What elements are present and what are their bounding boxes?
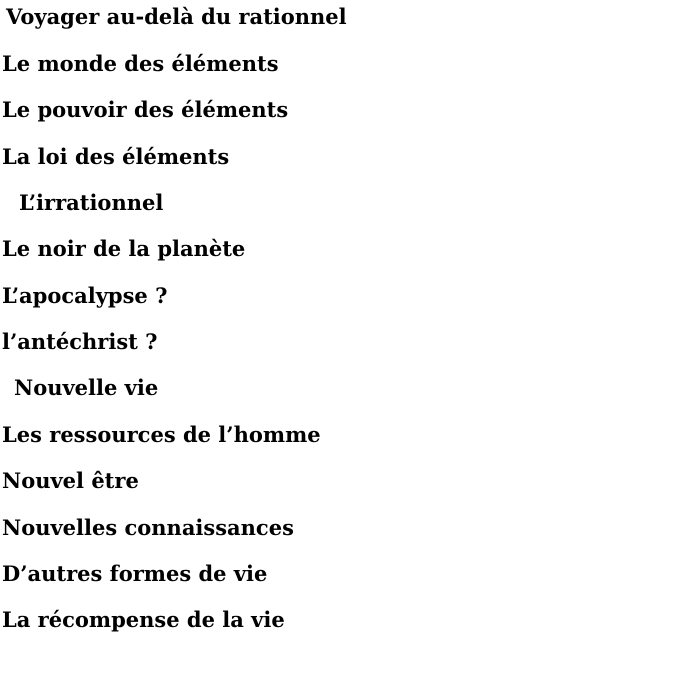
heading-irrationnel: L’irrationnel — [19, 190, 164, 215]
text-line: Les ressources de l’homme — [2, 422, 321, 447]
text-line: D’autres formes de vie — [2, 561, 268, 586]
text-line: L’apocalypse ? — [2, 283, 168, 308]
text-line: La loi des éléments — [2, 144, 230, 169]
heading-voyager: Voyager au-delà du rationnel — [6, 4, 347, 29]
text-line: Le noir de la planète — [2, 236, 246, 261]
text-line: Nouvel être — [2, 468, 139, 493]
heading-nouvelle-vie: Nouvelle vie — [14, 375, 159, 400]
text-line: Nouvelles connaissances — [2, 515, 294, 540]
text-line: Le pouvoir des éléments — [2, 97, 289, 122]
text-line: La récompense de la vie — [2, 607, 285, 632]
text-line: l’antéchrist ? — [2, 329, 158, 354]
text-line: Le monde des éléments — [2, 51, 279, 76]
